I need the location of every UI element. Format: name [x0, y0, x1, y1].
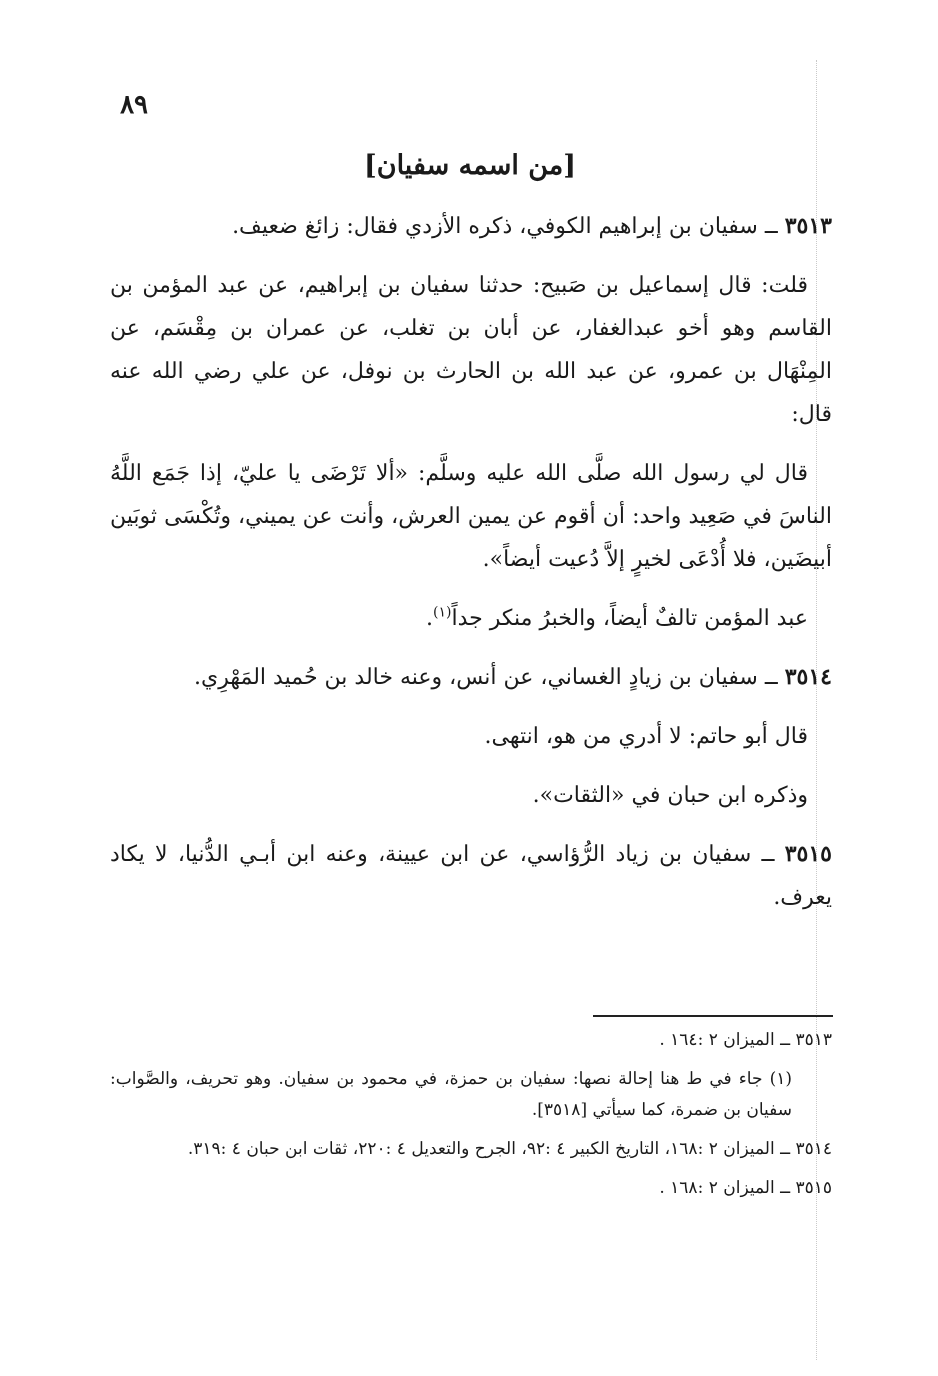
paragraph-ibn-hibban — [110, 774, 832, 817]
footnotes — [110, 1025, 832, 1212]
footnote-marker: (١) — [433, 604, 452, 621]
main-text — [110, 205, 832, 935]
paragraph-tail: . — [426, 606, 434, 631]
paragraph-text: عبد المؤمن تالفٌ أيضاً، والخبرُ منكر جداً — [451, 606, 808, 631]
entry-text: ــ سفيان بن زياد الرُّؤاسي، عن ابن عيينة، وعنه ابن أبـي الدُّنيا، لا يكاد يعرف. — [110, 842, 832, 910]
footnote-divider — [593, 1015, 833, 1017]
entry-text: ــ سفيان بن زيادٍ الغساني، عن أنس، وعنه خالد بن حُميد المَهْرِي. — [194, 665, 778, 690]
entry-text: ــ سفيان بن إبراهيم الكوفي، ذكره الأزدي فقال: زائغ ضعيف. — [232, 214, 778, 239]
section-heading: [من اسمه سفيان] — [363, 150, 577, 181]
paragraph-abu-hatim — [110, 715, 832, 758]
entry-number: ٣٥١٤ — [784, 664, 832, 690]
paragraph-isnad — [110, 264, 832, 436]
footnote-item: ٣٥١٥ ــ الميزان ٢ :١٦٨ . — [659, 1178, 832, 1198]
entry-3514 — [110, 656, 832, 699]
footnote-item: ٣٥١٤ ــ الميزان ٢ :١٦٨، التاريخ الكبير ٤ :٩٢، الجرح والتعديل ٤ :٢٢٠، ثقات ابن حبان ٤ :٣١٩. — [187, 1139, 832, 1159]
footnote-item: (١) جاء في ط هنا إحالة نصها: سفيان بن حمزة، في محمود بن سفيان. وهو تحريف، والصَّواب: سفيان بن ضمرة، كما سيأتي [٣٥١٨]. — [110, 1069, 792, 1120]
entry-number: ٣٥١٣ — [784, 213, 832, 239]
paragraph-text: قال أبو حاتم: لا أدري من هو، انتهى. — [484, 724, 808, 749]
entry-3515 — [110, 833, 832, 919]
paragraph-text: وذكره ابن حبان في «الثقات». — [532, 783, 808, 808]
entry-3513 — [110, 205, 832, 248]
paragraph-text: قال لي رسول الله صلَّى الله عليه وسلَّم: «ألا تَرْضَى يا عليّ، إذا جَمَع اللَّهُ الناسَ في صَعِيد واحد: أن أقوم عن يمين العرش، وأنت عن يميني، وتُكْسَى ثوبَين أبيضَين، فلا أُدْعَى لخيرٍ إلاَّ دُعيت أيضاً». — [110, 461, 832, 572]
entry-number: ٣٥١٥ — [784, 841, 832, 867]
paragraph-text: قلت: قال إسماعيل بن صَبيح: حدثنا سفيان بن إبراهيم، عن عبد المؤمن بن القاسم وهو أخو عبدالغفار، عن أبان بن تغلب، عن عمران بن مِقْسَم، عن المِنْهَال بن عمرو، عن عبد الله بن الحارث بن نوفل، عن علي رضي الله عنه قال: — [110, 273, 832, 427]
paragraph-verdict — [110, 597, 832, 640]
page-number: ٨٩ — [120, 90, 148, 120]
paragraph-hadith — [110, 452, 832, 581]
footnote-item: ٣٥١٣ ــ الميزان ٢ :١٦٤ . — [659, 1030, 832, 1050]
